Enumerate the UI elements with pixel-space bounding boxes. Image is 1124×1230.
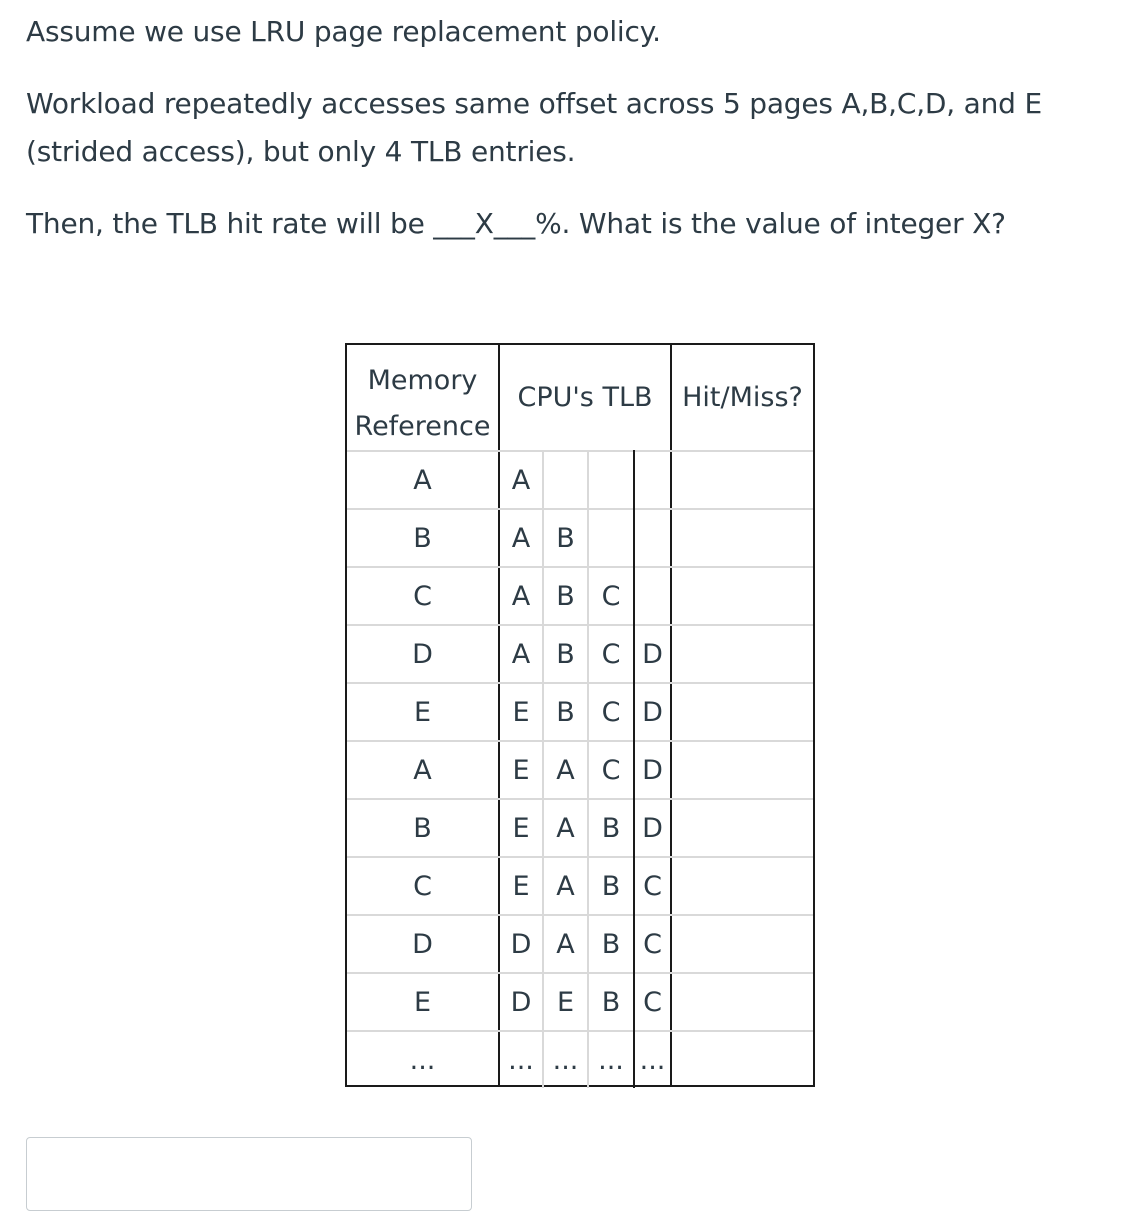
question-line-hit-rate: Then, the TLB hit rate will be ___X___%. What is the value of integer X? <box>26 207 1006 240</box>
tlb-entry-cell: A <box>556 812 575 844</box>
memory-reference-cell: A <box>413 464 432 496</box>
tlb-entry-cell: A <box>556 870 575 902</box>
tlb-entry-cell: ... <box>598 1044 624 1076</box>
tlb-entry-cell: C <box>601 580 621 612</box>
tlb-entry-cell: B <box>601 986 621 1018</box>
memory-reference-cell: B <box>413 522 432 554</box>
hit-miss-cell[interactable] <box>672 452 813 508</box>
tlb-entry-cell: A <box>511 464 531 496</box>
tlb-entry-cell <box>544 452 587 508</box>
tlb-trace-table <box>345 343 815 1087</box>
memory-reference-cell: C <box>413 870 432 902</box>
tlb-entry-cell: D <box>642 754 663 786</box>
hit-miss-cell[interactable] <box>672 916 813 972</box>
header-memory-line2: Reference <box>354 410 491 442</box>
tlb-entry-cell: ... <box>552 1044 579 1076</box>
tlb-entry-cell: C <box>601 696 621 728</box>
tlb-entry-cell: ... <box>639 1044 666 1076</box>
tlb-entry-cell: A <box>511 638 531 670</box>
tlb-entry-cell: D <box>642 638 663 670</box>
tlb-entry-cell: B <box>556 580 575 612</box>
question-line-policy: Assume we use LRU page replacement policy. <box>26 15 661 48</box>
header-cpu-tlb: CPU's TLB <box>517 382 653 413</box>
tlb-entry-cell: C <box>643 986 662 1018</box>
tlb-entry-cell: ... <box>508 1044 534 1076</box>
tlb-entry-cell: C <box>643 870 662 902</box>
tlb-entry-cell: E <box>512 812 530 844</box>
tlb-entry-cell: B <box>556 638 575 670</box>
memory-reference-cell: E <box>413 696 432 728</box>
tlb-entry-cell: E <box>556 986 575 1018</box>
tlb-entry-cell: C <box>601 754 621 786</box>
tlb-entry-cell <box>589 452 633 508</box>
header-memory-line1: Memory <box>367 364 478 396</box>
tlb-entry-cell: A <box>556 754 575 786</box>
answer-input[interactable] <box>26 1137 472 1211</box>
tlb-entry-cell: D <box>510 986 532 1018</box>
memory-reference-cell: A <box>413 754 432 786</box>
tlb-entry-cell: E <box>512 870 530 902</box>
tlb-entry-cell <box>589 510 633 566</box>
memory-reference-cell: B <box>413 812 432 844</box>
hit-miss-cell[interactable] <box>672 1032 813 1088</box>
hit-miss-cell[interactable] <box>672 626 813 682</box>
tlb-entry-cell <box>635 510 670 566</box>
tlb-entry-cell <box>635 568 670 624</box>
memory-reference-cell: E <box>413 986 432 1018</box>
hit-miss-cell[interactable] <box>672 800 813 856</box>
hit-miss-cell[interactable] <box>672 510 813 566</box>
question-line-workload: Workload repeatedly accesses same offset across 5 pages A,B,C,D, and E (strided access), but only 4 TLB entries. <box>26 87 1042 168</box>
header-hit-miss: Hit/Miss? <box>682 382 803 413</box>
memory-reference-cell: D <box>412 928 433 960</box>
tlb-entry-cell: C <box>601 638 621 670</box>
hit-miss-cell[interactable] <box>672 974 813 1030</box>
header-memory-reference <box>347 351 498 456</box>
tlb-entry-cell: D <box>642 696 663 728</box>
memory-reference-cell: C <box>413 580 432 612</box>
tlb-entry-cell: A <box>511 580 531 612</box>
tlb-entry-cell: A <box>511 522 531 554</box>
tlb-entry-cell: E <box>512 754 530 786</box>
tlb-entry-cell <box>635 452 670 508</box>
tlb-entry-cell: B <box>601 812 621 844</box>
hit-miss-cell[interactable] <box>672 858 813 914</box>
hit-miss-cell[interactable] <box>672 568 813 624</box>
memory-reference-cell: ... <box>409 1044 436 1076</box>
memory-reference-cell: D <box>412 638 433 670</box>
tlb-entry-cell: A <box>556 928 575 960</box>
tlb-entry-cell: B <box>601 870 621 902</box>
tlb-entry-cell: B <box>556 696 575 728</box>
tlb-entry-cell: C <box>643 928 662 960</box>
tlb-entry-cell: E <box>512 696 530 728</box>
hit-miss-cell[interactable] <box>672 742 813 798</box>
tlb-entry-cell: D <box>510 928 532 960</box>
tlb-entry-cell: B <box>601 928 621 960</box>
tlb-entry-cell: D <box>642 812 663 844</box>
tlb-entry-cell: B <box>556 522 575 554</box>
hit-miss-cell[interactable] <box>672 684 813 740</box>
